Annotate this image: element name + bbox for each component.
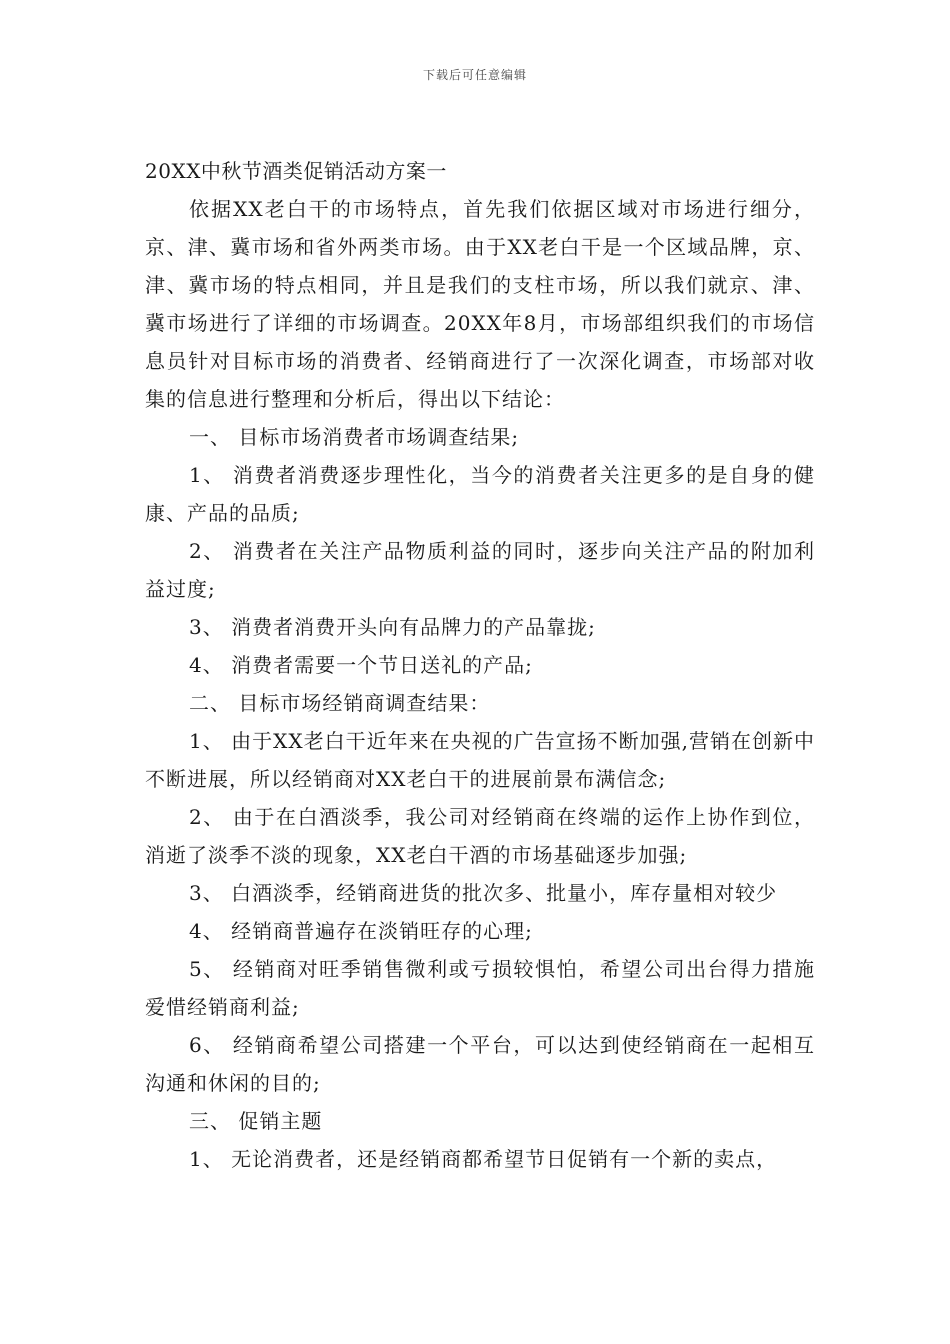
list-item: 3、 消费者消费开头向有品牌力的产品靠拢; <box>189 615 596 639</box>
list-item: 4、 经销商普遍存在淡销旺存的心理; <box>189 919 533 943</box>
document-title: 20XX中秋节酒类促销活动方案一 <box>145 159 447 183</box>
list-item: 1、 消费者消费逐步理性化，当今的消费者关注更多的是自身的健康、产品的品质; <box>145 463 815 525</box>
list-item: 4、 消费者需要一个节日送礼的产品; <box>189 653 533 677</box>
list-item: 1、 无论消费者，还是经销商都希望节日促销有一个新的卖点， <box>189 1147 778 1171</box>
list-item: 1、 由于XX老白干近年来在央视的广告宣扬不断加强,营销在创新中不断进展，所以经销商对XX老白干的进展前景布满信念; <box>145 729 815 791</box>
list-item: 6、 经销商希望公司搭建一个平台，可以达到使经销商在一起相互沟通和休闲的目的; <box>145 1033 815 1095</box>
paragraph-intro: 依据XX老白干的市场特点，首先我们依据区域对市场进行细分，京、津、冀市场和省外两类市场。由于XX老白干是一个区域品牌，京、津、冀市场的特点相同，并且是我们的支柱市场，所以我们就京、津、冀市场进行了详细的市场调查。20XX年8月，市场部组织我们的市场信息员针对目标市场的消费者、经销商进行了一次深化调查，市场部对收集的信息进行整理和分析后，得出以下结论： <box>145 197 815 411</box>
list-item: 2、 由于在白酒淡季，我公司对经销商在终端的运作上协作到位，消逝了淡季不淡的现象，XX老白干酒的市场基础逐步加强; <box>145 805 815 867</box>
list-item: 2、 消费者在关注产品物质利益的同时，逐步向关注产品的附加利益过度; <box>145 539 815 601</box>
header-note: 下载后可任意编辑 <box>422 68 527 82</box>
list-item: 5、 经销商对旺季销售微利或亏损较惧怕，希望公司出台得力措施爱惜经销商利益; <box>145 957 815 1019</box>
section-heading-promotion-theme: 三、 促销主题 <box>189 1109 323 1133</box>
section-heading-consumer-survey: 一、 目标市场消费者市场调查结果; <box>189 425 520 449</box>
list-item: 3、 白酒淡季，经销商进货的批次多、批量小，库存量相对较少 <box>189 881 778 905</box>
section-heading-dealer-survey: 二、 目标市场经销商调查结果： <box>189 691 491 715</box>
document-body <box>145 152 815 1178</box>
